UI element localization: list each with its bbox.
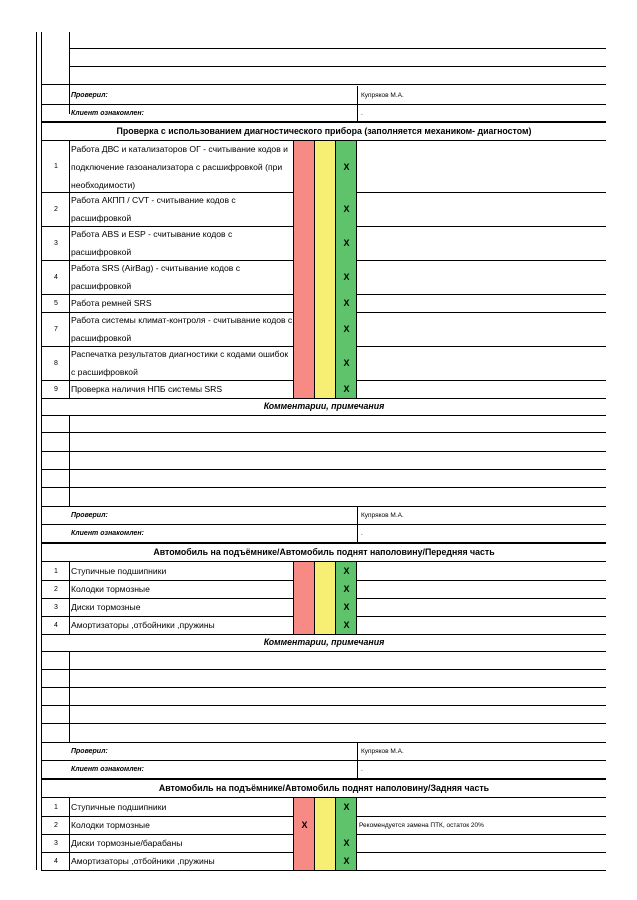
row-number: 3 [54,239,58,247]
status-mark: X [343,802,350,812]
status-yellow-cell [315,562,336,580]
description-line: Работа АКПП / CVT - считывание кодов с [71,195,236,205]
status-red-cell [294,380,315,398]
status-red-cell [294,346,315,380]
status-red-cell [294,616,315,634]
status-yellow-cell [315,616,336,634]
column-line [314,141,315,398]
client-value: . [361,529,363,537]
row-line [41,469,606,470]
status-red-cell [294,312,315,346]
row-number: 5 [54,299,58,307]
status-red-cell [294,580,315,598]
row-line [41,870,606,871]
status-red-cell [294,260,315,294]
checked-label: Проверил: [71,747,108,755]
client-label: Клиент ознакомлен: [71,765,144,773]
row-description [71,346,293,380]
status-red-cell [294,562,315,580]
value-column-line [357,506,358,542]
status-red-cell [294,192,315,226]
status-mark: X [343,204,350,214]
column-line [356,562,357,634]
description-lines [71,345,288,381]
column-line [293,141,294,398]
row-description: Диски тормозные/барабаны [71,838,183,848]
row-description: Диски тормозные [71,602,141,612]
status-green-cell [336,816,357,834]
row-description [71,192,293,226]
status-yellow-cell [315,346,336,380]
column-line [314,798,315,870]
row-number: 2 [54,821,58,829]
column-line [69,141,70,398]
status-mark: X [343,856,350,866]
row-line [41,451,606,452]
status-yellow-cell [315,380,336,398]
row-number: 4 [54,857,58,865]
description-lines [71,225,232,261]
row-line [41,84,606,85]
row-number: 3 [54,839,58,847]
row-description [71,141,293,192]
checked-value: Купряков М.А. [361,511,404,519]
row-line [41,723,606,724]
row-line [41,432,606,433]
status-red-cell [294,141,315,192]
status-mark: X [343,238,350,248]
description-line: расшифровкой [71,247,132,257]
row-description: Амортизаторы ,отбойники ,пружины [71,856,215,866]
status-mark: X [343,602,350,612]
status-yellow-cell [315,260,336,294]
client-value: . [361,109,363,117]
status-yellow-cell [315,226,336,260]
status-yellow-cell [315,580,336,598]
row-description [71,294,293,312]
description-line: необходимости) [71,179,136,190]
description-line: Работа ремней SRS [71,298,152,308]
description-lines [71,191,236,227]
status-mark: X [343,324,350,334]
column-line [335,141,336,398]
status-red-cell [294,226,315,260]
description-lines [71,259,240,295]
status-mark: X [343,566,350,576]
checked-label: Проверил: [71,91,108,99]
row-number: 1 [54,163,58,170]
status-red-cell [294,798,315,816]
front-section-title: Автомобиль на подъёмнике/Автомобиль поднят наполовину/Передняя часть [153,547,495,557]
status-mark: X [343,298,350,308]
row-description: Колодки тормозные [71,584,150,594]
column-line [293,798,294,870]
row-note: Рекомендуется замена ПТК, остаток 20% [359,821,484,829]
description-line: Работа системы климат-контроля - считывание кодов с [71,315,293,325]
description-lines [71,380,222,398]
description-lines [71,294,152,312]
column-line [335,562,336,634]
checked-label: Проверил: [71,511,108,519]
number-column-line [69,415,70,507]
row-line [41,705,606,706]
status-mark: X [343,620,350,630]
status-yellow-cell [315,798,336,816]
row-number: 3 [54,603,58,611]
row-description [71,312,293,346]
status-red-cell [294,294,315,312]
row-number: 7 [54,325,58,333]
status-yellow-cell [315,816,336,834]
description-line: расшифровкой [71,281,132,291]
client-label: Клиент ознакомлен: [71,529,144,537]
row-line [41,506,606,507]
description-lines [71,311,292,347]
column-line [314,562,315,634]
description-line: расшифровкой [71,333,132,343]
status-yellow-cell [315,834,336,852]
status-yellow-cell [315,312,336,346]
rear-section-title: Автомобиль на подъёмнике/Автомобиль поднят наполовину/Задняя часть [158,783,490,793]
status-yellow-cell [315,852,336,870]
description-line: Распечатка результатов диагностики с кодами ошибок [71,349,289,359]
row-description [71,380,293,398]
row-number: 4 [54,621,58,629]
number-column-line [69,651,70,743]
row-line [41,669,606,670]
status-mark: X [343,384,350,394]
status-mark: X [343,358,350,368]
status-yellow-cell [315,141,336,192]
description-line: Проверка наличия НПБ системы SRS [71,384,223,394]
status-mark: X [343,838,350,848]
row-number: 2 [54,205,58,213]
column-line [69,798,70,870]
description-line: подключение газоанализатора с расшифровкой (при [71,161,283,172]
description-line: с расшифровкой [71,367,138,377]
row-line [41,651,606,652]
left-margin-line [36,32,37,870]
row-description: Ступичные подшипники [71,566,167,576]
status-mark: X [343,161,350,172]
column-line [293,562,294,634]
row-line [41,415,606,416]
value-column-line [357,86,358,122]
status-yellow-cell [315,192,336,226]
client-value: . [361,765,363,773]
status-mark: X [301,820,308,830]
status-red-cell [294,852,315,870]
row-line [69,48,606,49]
description-line: Работа ДВС и катализаторов ОГ - считывание кодов и [71,143,288,154]
row-description: Ступичные подшипники [71,802,167,812]
checked-value: Купряков М.А. [361,747,404,755]
status-red-cell [294,598,315,616]
status-yellow-cell [315,294,336,312]
row-description: Колодки тормозные [71,820,150,830]
status-yellow-cell [315,598,336,616]
diagnostics-section-title: Проверка с использованием диагностического прибора (заполняется механиком- диагностом) [116,126,532,136]
client-label: Клиент ознакомлен: [71,109,144,117]
column-line [335,798,336,870]
row-number: 9 [54,385,58,393]
column-line [69,562,70,634]
checked-value: Купряков М.А. [361,91,404,99]
value-column-line [357,742,358,778]
row-number: 2 [54,585,58,593]
diagnostics-comments-title: Комментарии, примечания [263,401,385,411]
row-line [41,687,606,688]
row-description [71,260,293,294]
row-number: 1 [54,803,58,811]
front-comments-title: Комментарии, примечания [263,637,385,647]
column-line [356,798,357,870]
row-description: Амортизаторы ,отбойники ,пружины [71,620,215,630]
row-line [41,742,606,743]
row-number: 4 [54,273,58,281]
description-line: Работа SRS (AirBag) - считывание кодов с [71,263,240,273]
row-line [41,487,606,488]
row-number: 8 [54,359,58,367]
description-line: Работа ABS и ESP - считывание кодов с [71,229,233,239]
status-mark: X [343,584,350,594]
number-column-line [69,32,70,114]
column-line [356,141,357,398]
row-description [71,226,293,260]
status-red-cell [294,834,315,852]
row-number: 1 [54,567,58,575]
description-line: расшифровкой [71,213,132,223]
row-line [69,66,606,67]
description-lines [71,140,288,194]
status-mark: X [343,272,350,282]
